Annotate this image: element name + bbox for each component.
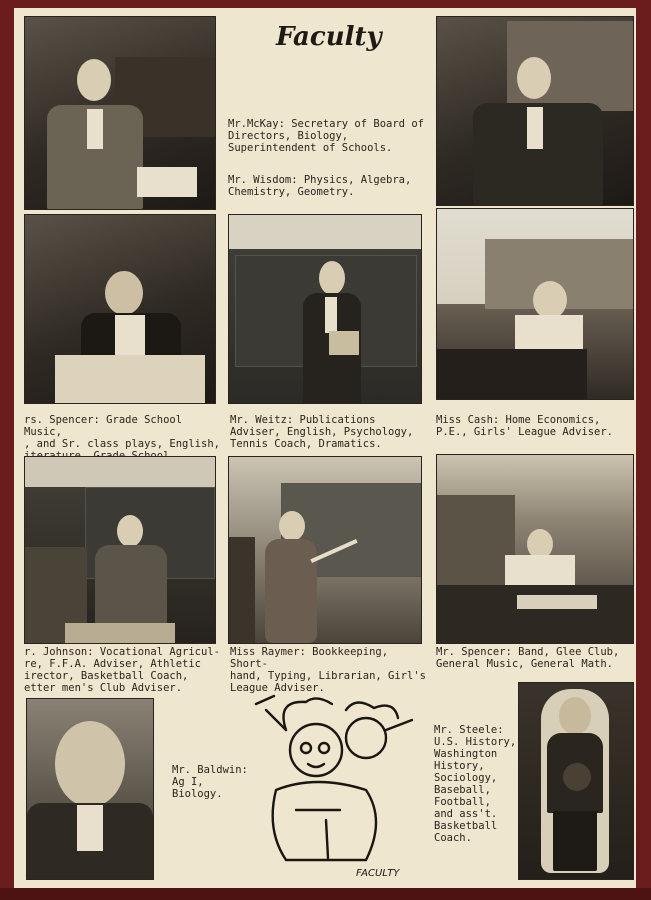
photo-raymer <box>228 456 422 644</box>
caption-wisdom: Mr. Wisdom: Physics, Algebra, Chemistry, Geometry. <box>228 174 412 198</box>
caption-weitz: Mr. Weitz: Publications Adviser, English, Psychology, Tennis Coach, Dramatics. <box>230 414 414 450</box>
photo-weitz <box>228 214 422 404</box>
photo-mrs-spencer <box>24 214 216 404</box>
caption-mr-spencer: Mr. Spencer: Band, Glee Club, General Music, General Math. <box>436 646 620 670</box>
photo-johnson <box>24 456 216 644</box>
page-title: Faculty <box>276 22 382 52</box>
caption-mrs-spencer: rs. Spencer: Grade School Music, , and Sr. class plays, English, <box>24 414 220 450</box>
caption-cash: Miss Cash: Home Economics, P.E., Girls' League Adviser. <box>436 414 614 438</box>
photo-wisdom <box>436 16 634 206</box>
photo-mckay <box>24 16 216 210</box>
photo-mr-spencer <box>436 454 634 644</box>
caption-steele: Mr. Steele: U.S. History, Washington History, Sociology, Baseball, Football, and ass't. Basketball Coach. <box>434 724 517 844</box>
yearbook-page <box>14 8 636 888</box>
caption-johnson: r. Johnson: Vocational Agricul- re, F.F.A. Adviser, Athletic irector, Basketball Coach, etter men's Club Adviser. <box>24 646 220 694</box>
caption-baldwin: Mr. Baldwin: Ag I, Biology. <box>172 764 248 800</box>
caption-raymer: Miss Raymer: Bookkeeping, Short- hand, Typing, Librarian, Girl's League Adviser. <box>230 646 426 694</box>
cartoon-label: FACULTY <box>356 868 400 879</box>
faculty-cartoon <box>246 690 416 880</box>
photo-baldwin <box>26 698 154 880</box>
caption-mckay: Mr.McKay: Secretary of Board of Directors, Biology, Superintendent of Schools. <box>228 118 424 154</box>
photo-cash <box>436 208 634 400</box>
book-edge <box>0 888 651 900</box>
photo-steele <box>518 682 634 880</box>
